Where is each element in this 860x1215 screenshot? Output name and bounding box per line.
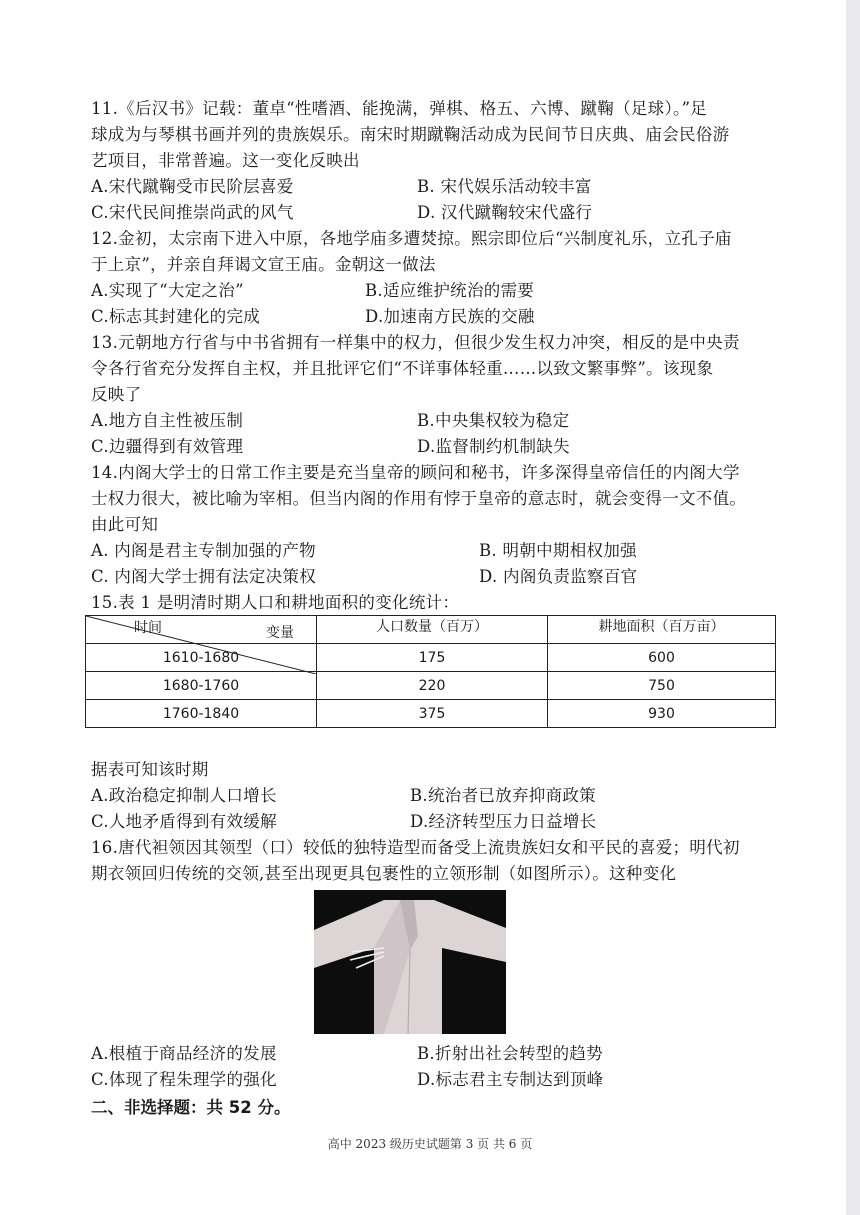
row-population: 220: [317, 672, 548, 700]
q13-option-c: C.边疆得到有效管理: [91, 437, 244, 456]
q13-line-2: 令各行省充分发挥自主权，并且批评它们“不详事体轻重……以致文繁事弊”。该现象: [91, 359, 714, 378]
q12-option-b: B.适应维护统治的需要: [365, 281, 535, 300]
header-time-label: 时间: [134, 620, 162, 636]
q11-line-2: 球成为与琴棋书画并列的贵族娱乐。南宋时期蹴鞠活动成为民间节日庆典、庙会民俗游: [91, 125, 730, 144]
q15-option-b: B.统治者已放弃抑商政策: [410, 786, 596, 805]
table-header-row: [86, 616, 776, 644]
row-farmland: 930: [548, 700, 776, 728]
q11-line-1: 11.《后汉书》记载：董卓“性嗜酒、能挽满，弹棋、格五、六博、蹴鞠（足球）。”足: [91, 99, 708, 118]
table-row: [86, 672, 776, 700]
q16-option-c: C.体现了程朱理学的强化: [91, 1070, 277, 1089]
row-population: 175: [317, 644, 548, 672]
section-two-heading: 二、非选择题：共 52 分。: [91, 1098, 291, 1117]
q12-line-1: 12.金初，太宗南下进入中原，各地学庙多遭焚掠。熙宗即位后“兴制度礼乐，立孔子庙: [91, 229, 732, 248]
row-farmland: 750: [548, 672, 776, 700]
row-period: 1610-1680: [86, 644, 317, 672]
q14-line-2: 士权力很大，被比喻为宰相。但当内阁的作用有悖于皇帝的意志时，就会变得一文不值。: [91, 489, 747, 508]
row-period: 1760-1840: [86, 700, 317, 728]
q12-option-a: A.实现了“大定之治”: [91, 281, 244, 300]
ming-robe-photo: [314, 890, 506, 1034]
q16-line-1: 16.唐代袒领因其领型（口）较低的独特造型而备受上流贵族妇女和平民的喜爱；明代初: [91, 838, 740, 857]
header-farmland: 耕地面积（百万亩）: [548, 616, 776, 644]
q13-option-a: A.地方自主性被压制: [91, 411, 244, 430]
q12-line-2: 于上京”，并亲自拜谒文宣王庙。金朝这一做法: [91, 255, 436, 274]
q15-option-c: C.人地矛盾得到有效缓解: [91, 812, 277, 831]
q16-line-2: 期衣领回归传统的交领,甚至出现更具包裹性的立领形制（如图所示）。这种变化: [91, 864, 677, 883]
q15-intro: 15.表 1 是明清时期人口和耕地面积的变化统计：: [91, 593, 460, 612]
q16-option-d: D.标志君主专制达到顶峰: [417, 1070, 604, 1089]
q14-option-d: D. 内阁负责监察百官: [479, 567, 638, 586]
q13-option-b: B.中央集权较为稳定: [417, 411, 570, 430]
page-footer: 高中 2023 级历史试题第 3 页 共 6 页: [327, 1137, 533, 1151]
q15-after-table: 据表可知该时期: [91, 760, 209, 779]
table-row: [86, 700, 776, 728]
row-period: 1680-1760: [86, 672, 317, 700]
q14-line-1: 14.内阁大学士的日常工作主要是充当皇帝的顾问和秘书，许多深得皇帝信任的内阁大学: [91, 463, 740, 482]
q16-option-b: B.折射出社会转型的趋势: [417, 1044, 603, 1063]
q14-option-a: A. 内阁是君主专制加强的产物: [91, 541, 316, 560]
row-farmland: 600: [548, 644, 776, 672]
robe-illustration: [314, 890, 506, 1034]
q13-line-3: 反映了: [91, 385, 142, 404]
q15-option-a: A.政治稳定抑制人口增长: [91, 786, 277, 805]
statistics-table: [85, 615, 776, 728]
page-edge-shadow: [846, 0, 860, 1215]
q11-option-b: B. 宋代娱乐活动较丰富: [417, 177, 592, 196]
q16-option-a: A.根植于商品经济的发展: [91, 1044, 277, 1063]
q14-option-b: B. 明朝中期相权加强: [479, 541, 637, 560]
q14-option-c: C. 内阁大学士拥有法定决策权: [91, 567, 317, 586]
row-population: 375: [317, 700, 548, 728]
header-population: 人口数量（百万）: [317, 616, 548, 644]
q12-option-d: D.加速南方民族的交融: [365, 307, 535, 326]
q11-option-a: A.宋代蹴鞠受市民阶层喜爱: [91, 177, 294, 196]
q12-option-c: C.标志其封建化的完成: [91, 307, 261, 326]
table-corner-cell: [86, 616, 317, 644]
q13-line-1: 13.元朝地方行省与中书省拥有一样集中的权力，但很少发生权力冲突，相反的是中央责: [91, 333, 740, 352]
q11-line-3: 艺项目，非常普遍。这一变化反映出: [91, 151, 360, 170]
q13-option-d: D.监督制约机制缺失: [417, 437, 570, 456]
header-variable-label: 变量: [266, 625, 294, 641]
q15-option-d: D.经济转型压力日益增长: [410, 812, 597, 831]
q11-option-d: D. 汉代蹴鞠较宋代盛行: [417, 203, 593, 222]
q14-line-3: 由此可知: [91, 515, 159, 534]
q11-option-c: C.宋代民间推崇尚武的风气: [91, 203, 294, 222]
